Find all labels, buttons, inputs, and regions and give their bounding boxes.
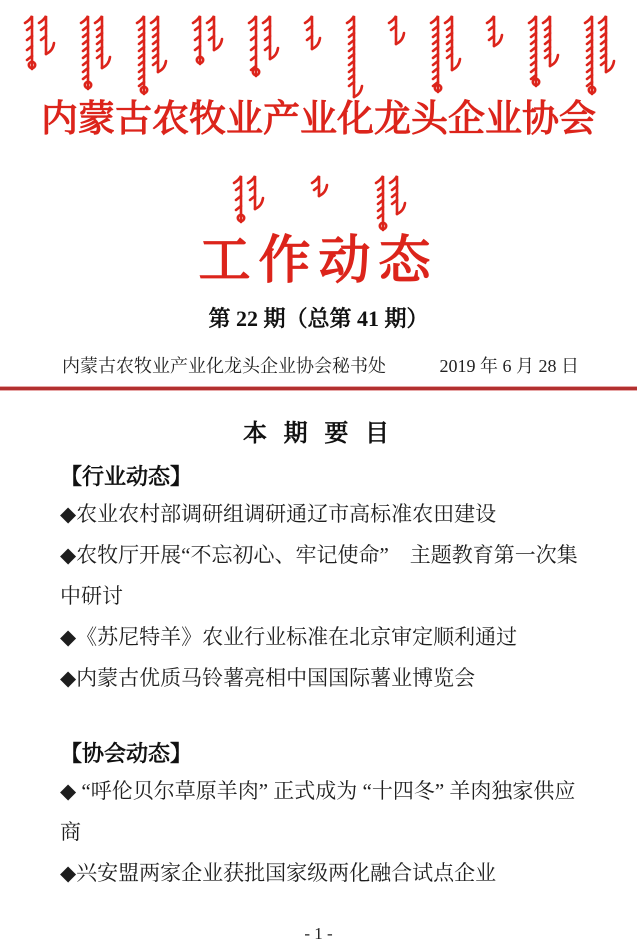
toc-item-line: 商	[60, 820, 81, 844]
toc-item-line: ◆ “呼伦贝尔草原羊肉” 正式成为 “十四冬” 羊肉独家供应	[60, 779, 576, 803]
toc-item-line: ◆兴安盟两家企业获批国家级两化融合试点企业	[60, 861, 497, 885]
publisher-name: 内蒙古农牧业产业化龙头企业协会秘书处	[62, 356, 386, 376]
publish-date: 2019 年 6 月 28 日	[439, 356, 579, 376]
toc-section-heading: 【协会动态】	[60, 741, 193, 766]
publisher-row	[62, 354, 579, 378]
toc-title: 本 期 要 目	[242, 420, 394, 447]
toc-section-heading: 【行业动态】	[60, 464, 193, 489]
mongolian-word-icon	[303, 14, 321, 60]
masthead-title: 内蒙古农牧业产业化龙头企业协会	[41, 99, 596, 140]
toc-item-line: ◆农业农村部调研组调研通辽市高标准农田建设	[60, 502, 497, 526]
mongolian-word-icon	[374, 174, 406, 241]
toc-section	[60, 737, 581, 894]
mongolian-word-icon	[232, 174, 264, 233]
mongolian-word-icon	[23, 14, 55, 80]
toc-item-line: ◆内蒙古优质马铃薯亮相中国国际薯业博览会	[60, 666, 476, 690]
issue-number: 第 22 期（总第 41 期）	[208, 306, 429, 331]
mongolian-word-icon	[310, 174, 328, 207]
divider-rule	[0, 387, 637, 390]
mongolian-script-subtitle-icon	[0, 174, 637, 232]
mongolian-word-icon	[79, 14, 111, 100]
mongolian-script-top-icon	[0, 0, 637, 94]
mongolian-word-icon	[527, 14, 559, 97]
mongolian-word-icon	[387, 14, 405, 55]
mongolian-word-icon	[247, 14, 279, 87]
toc-sections	[60, 460, 581, 894]
mongolian-word-icon	[191, 14, 223, 75]
mongolian-word-icon	[429, 14, 461, 103]
mongolian-word-icon	[485, 14, 503, 57]
page-number: - 1 -	[304, 924, 333, 943]
newsletter-name: 工作动态	[198, 233, 439, 290]
toc-item-line: ◆《苏尼特羊》农业行业标准在北京审定顺利通过	[60, 625, 518, 649]
toc-item-line: ◆农牧厅开展“不忘初心、牢记使命” 主题教育第一次集	[60, 543, 578, 567]
toc-section	[60, 460, 581, 699]
toc-item-line: 中研讨	[60, 584, 123, 608]
